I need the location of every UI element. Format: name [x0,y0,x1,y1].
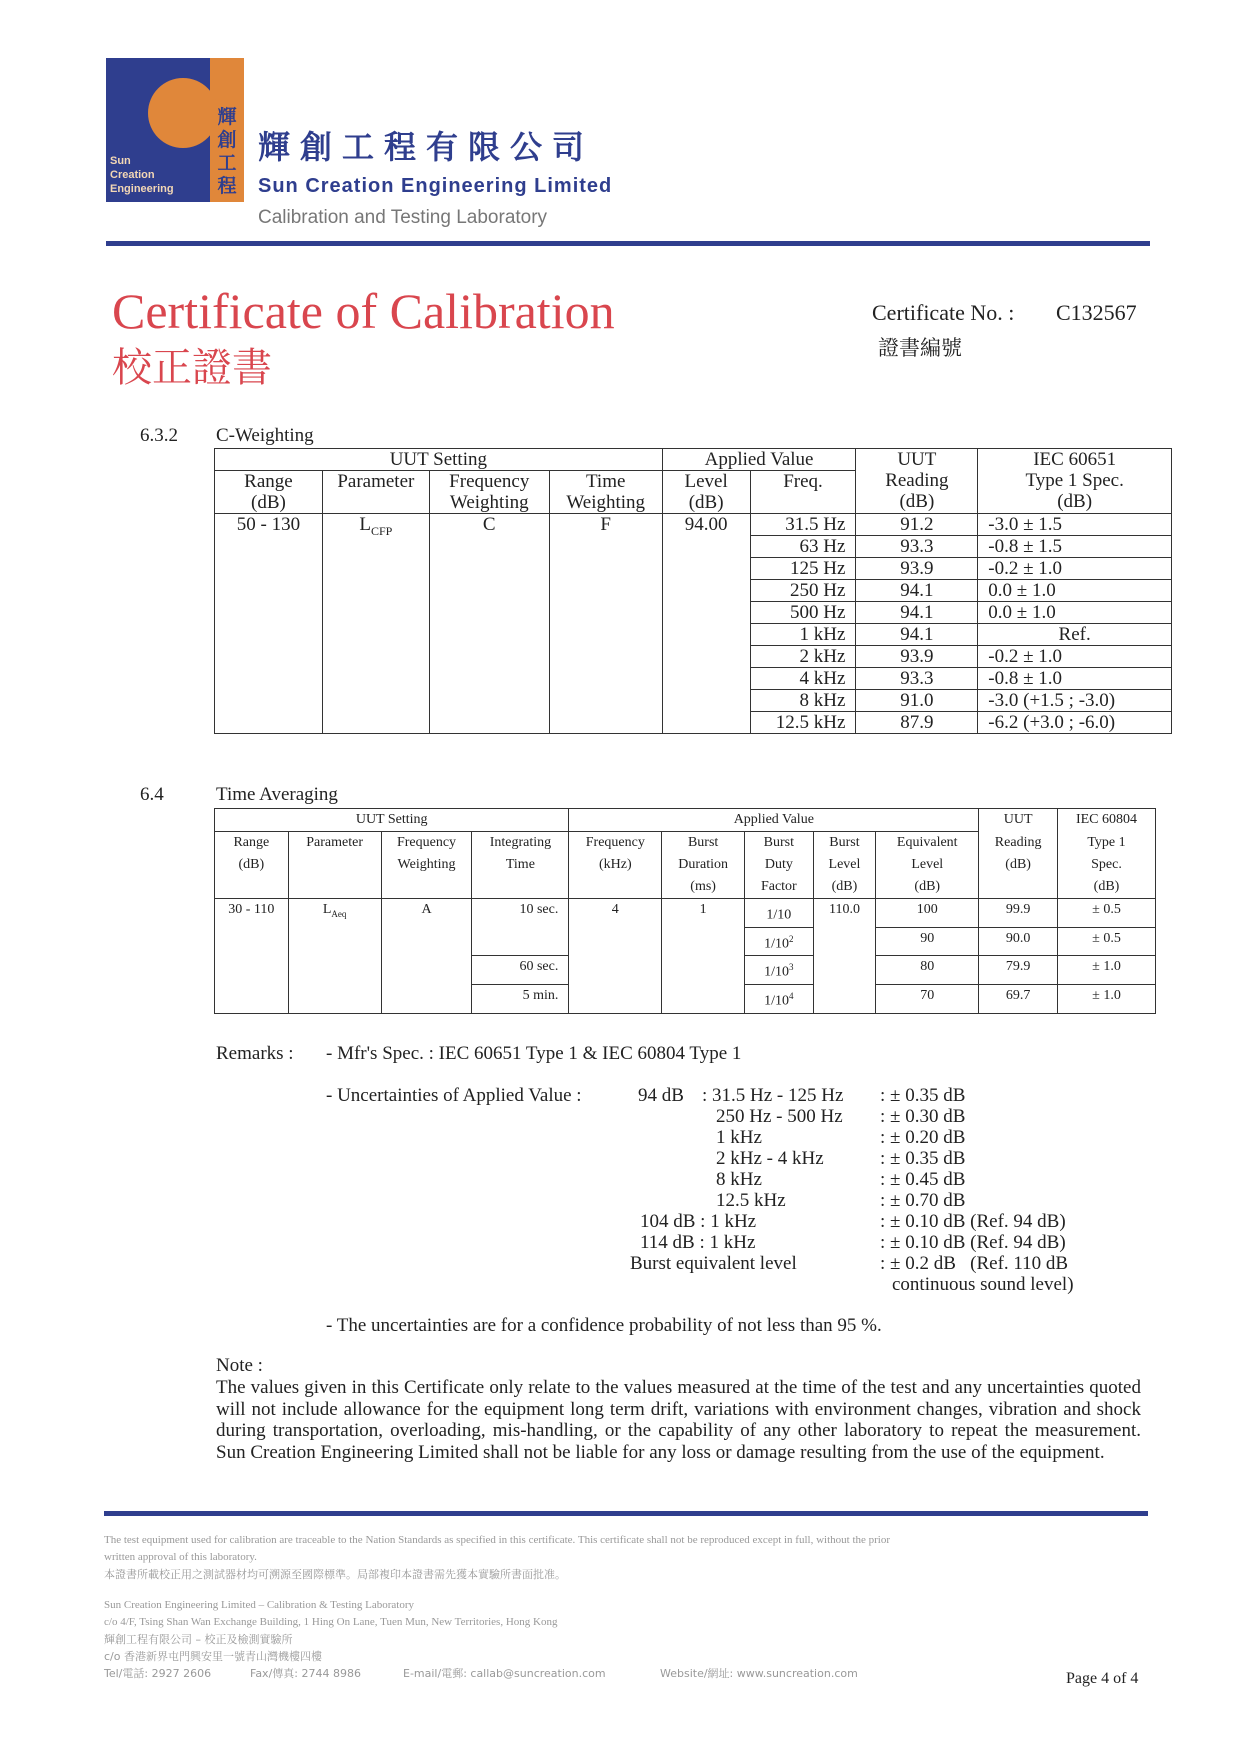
cell-reading: 79.9 [979,956,1058,985]
cell-spec: -6.2 (+3.0 ; -6.0) [978,712,1172,734]
cell-reading: 94.1 [856,624,978,646]
header-burst-duration: Burst Duration (ms) [662,832,745,899]
cell-integrating-time: 10 sec. [472,899,569,956]
cell-range: 50 - 130 [215,514,323,734]
header-uut-setting: UUT Setting [215,809,569,832]
cell-spec: -0.2 ± 1.0 [978,646,1172,668]
header-frequency-weighting: Frequency Weighting [429,471,549,514]
header-equivalent-level: Equivalent Level (dB) [876,832,979,899]
unc-114db-value: : ± 0.10 dB (Ref. 94 dB) [880,1232,1066,1253]
certificate-title-en: Certificate of Calibration [112,283,615,339]
unc-freq: 8 kHz [716,1169,762,1190]
section-number: 6.3.2 [140,425,178,446]
cell-equivalent-level: 100 [876,899,979,928]
header-burst-duty: Burst Duty Factor [745,832,814,899]
header-reading: Reading (dB) [979,832,1058,899]
header-uut-reading: UUT Reading (dB) [856,449,978,514]
cell-spec: ± 1.0 [1058,956,1156,985]
cell-time-weighting: F [549,514,662,734]
header-spec: Type 1 Spec. (dB) [1058,832,1156,899]
c-weighting-table [214,448,1172,734]
header-uut: UUT [979,809,1058,832]
footer-address: c/o 4/F, Tsing Shan Wan Exchange Building, 1 Hing On Lane, Tuen Mun, New Territories, Hong Kong [104,1616,558,1628]
cell-equivalent-level: 70 [876,984,979,1013]
unc-freq: 250 Hz - 500 Hz [716,1106,843,1127]
cell-burst-duty: $1/10^3$ [745,956,814,985]
unc-burst-value: : ± 0.2 dB (Ref. 110 dB [880,1253,1069,1274]
cell-spec: 0.0 ± 1.0 [978,580,1172,602]
section-title: C-Weighting [216,425,314,446]
footer-email: E-mail/電郵: callab@suncreation.com [403,1667,606,1680]
logo-sun-circle [148,78,218,148]
header-level: Level (dB) [662,471,750,514]
unc-freq: 1 kHz [716,1127,762,1148]
unc-freq: 12.5 kHz [716,1190,786,1211]
cell-spec: -0.2 ± 1.0 [978,558,1172,580]
header-parameter: Parameter [288,832,381,899]
header-range: Range (dB) [215,832,289,899]
note-text: The values given in this Certificate only relate to the values measured at the time of the test and any uncertainties quoted will not include allowance for the equipment long term drift, variations with environment changes, vibration and shock during transportation, overloading, mis-handling, or the capability of any other laboratory to repeat the measurement. Sun Creation Engineering Limited shall not be liable for any loss or damage resulting from the use of the equipment. [216,1377,1141,1463]
header-frequency: Frequency (kHz) [569,832,662,899]
cell-spec: Ref. [978,624,1172,646]
unc-burst-label: Burst equivalent level [630,1253,797,1274]
cell-freq: 31.5 Hz [750,514,856,536]
unc-value: : ± 0.45 dB [880,1169,966,1190]
header-iec-spec: IEC 60651 Type 1 Spec. (dB) [978,449,1172,514]
header-time-weighting: Time Weighting [549,471,662,514]
footer-address-cn: c/o 香港新界屯門興安里一號青山灣機樓四樓 [104,1650,322,1663]
unc-value: : ± 0.35 dB [880,1148,966,1169]
cell-spec: ± 0.5 [1058,899,1156,928]
cell-freq: 500 Hz [750,602,856,624]
cell-spec: -3.0 (+1.5 ; -3.0) [978,690,1172,712]
header-burst-level: Burst Level (dB) [813,832,876,899]
cell-reading: 93.9 [856,558,978,580]
cell-frequency-weighting: A [381,899,472,1014]
page-number: Page 4 of 4 [1066,1670,1139,1687]
footer-company: Sun Creation Engineering Limited – Calibration & Testing Laboratory [104,1599,415,1611]
certificate-no-label: Certificate No. : [872,300,1015,325]
footer-tel: Tel/電話: 2927 2606 [104,1667,212,1680]
logo-text-en: Sun Creation Engineering [110,155,174,195]
header-range: Range (dB) [215,471,323,514]
header-applied-value: Applied Value [569,809,979,832]
note-label: Note : [216,1355,263,1376]
cell-reading: 91.0 [856,690,978,712]
header-iec: IEC 60804 [1058,809,1156,832]
cell-equivalent-level: 80 [876,956,979,985]
unc-freq: 2 kHz - 4 kHz [716,1148,824,1169]
remarks-label: Remarks : [216,1043,294,1064]
cell-spec: ± 0.5 [1058,927,1156,956]
footer-fax: Fax/傳真: 2744 8986 [250,1667,361,1680]
certificate-no-value: C132567 [1056,300,1137,325]
cell-freq: 4 kHz [750,668,856,690]
cell-burst-duty: $1/10^2$ [745,927,814,956]
footer-divider [104,1511,1148,1516]
cell-reading: 99.9 [979,899,1058,928]
cell-burst-duty: $1/10^4$ [745,984,814,1013]
company-name-en: Sun Creation Engineering Limited [258,175,613,197]
lab-name: Calibration and Testing Laboratory [258,207,548,228]
unc-freq: : 31.5 Hz - 125 Hz [702,1085,844,1106]
table-row [215,514,1172,536]
unc-104db: 104 dB : 1 kHz [640,1211,757,1232]
section-title: Time Averaging [216,784,338,805]
header-applied-value: Applied Value [662,449,856,471]
cell-reading: 93.3 [856,668,978,690]
cell-spec: -3.0 ± 1.5 [978,514,1172,536]
header-parameter: Parameter [322,471,429,514]
header-divider [106,241,1150,246]
cell-burst-duty: 1/10 [745,899,814,928]
footer-website: Website/網址: www.suncreation.com [660,1667,858,1680]
cell-reading: 94.1 [856,602,978,624]
unc-burst-value-cont: continuous sound level) [892,1274,1074,1295]
cell-reading: 93.3 [856,536,978,558]
cell-spec: -0.8 ± 1.5 [978,536,1172,558]
cell-freq: 1 kHz [750,624,856,646]
cell-frequency: 4 [569,899,662,1014]
company-logo [106,58,244,202]
cell-range: 30 - 110 [215,899,289,1014]
remarks-uncertainty-label: - Uncertainties of Applied Value : [326,1085,582,1106]
certificate-no-label-cn: 證書編號 [878,336,962,360]
footer-traceability-cn: 本證書所載校正用之測試器材均可溯源至國際標準。局部複印本證書需先獲本實驗所書面批准。 [104,1568,566,1581]
cell-burst-duration: 1 [662,899,745,1014]
section-number: 6.4 [140,784,164,805]
unc-value: : ± 0.70 dB [880,1190,966,1211]
cell-spec: -0.8 ± 1.0 [978,668,1172,690]
footer-traceability: The test equipment used for calibration are traceable to the Nation Standards as specified in this certificate. This certificate shall not be reproduced except in full, without the prior [104,1534,891,1546]
cell-freq: 2 kHz [750,646,856,668]
time-averaging-table [214,808,1156,1014]
header-freq: Freq. [750,471,856,514]
footer-approval: written approval of this laboratory. [104,1551,257,1563]
cell-reading: 87.9 [856,712,978,734]
cell-level: 94.00 [662,514,750,734]
cell-integrating-time: 5 min. [472,984,569,1013]
cell-freq: 8 kHz [750,690,856,712]
cell-freq: 63 Hz [750,536,856,558]
cell-burst-level: 110.0 [813,899,876,1014]
confidence-statement: - The uncertainties are for a confidence probability of not less than 95 %. [326,1315,882,1336]
header-frequency-weighting: Frequency Weighting [381,832,472,899]
cell-reading: 93.9 [856,646,978,668]
cell-freq: 12.5 kHz [750,712,856,734]
cell-freq: 125 Hz [750,558,856,580]
cell-parameter: $L_{Aeq}$ [288,899,381,1014]
unc-104db-value: : ± 0.10 dB (Ref. 94 dB) [880,1211,1066,1232]
cell-parameter: $L_{CFP}$ [322,514,429,734]
remarks-mfr-spec: - Mfr's Spec. : IEC 60651 Type 1 & IEC 60804 Type 1 [326,1043,742,1064]
header-integrating-time: Integrating Time [472,832,569,899]
company-name-cn: 輝創工程有限公司 [258,128,595,166]
footer-company-cn: 輝創工程有限公司 – 校正及檢測實驗所 [104,1633,293,1646]
unc-value: : ± 0.30 dB [880,1106,966,1127]
cell-spec: 0.0 ± 1.0 [978,602,1172,624]
logo-text-cn: 輝 創 工 程 [217,106,237,197]
cell-reading: 69.7 [979,984,1058,1013]
cell-equivalent-level: 90 [876,927,979,956]
cell-reading: 90.0 [979,927,1058,956]
table-row [215,899,1156,928]
unc-level-94: 94 dB [638,1085,684,1106]
cell-reading: 91.2 [856,514,978,536]
unc-value: : ± 0.35 dB [880,1085,966,1106]
cell-integrating-time: 60 sec. [472,956,569,985]
unc-114db: 114 dB : 1 kHz [640,1232,756,1253]
cell-freq: 250 Hz [750,580,856,602]
unc-value: : ± 0.20 dB [880,1127,966,1148]
cell-spec: ± 1.0 [1058,984,1156,1013]
cell-frequency-weighting: C [429,514,549,734]
cell-reading: 94.1 [856,580,978,602]
certificate-title-cn: 校正證書 [112,345,272,391]
header-uut-setting: UUT Setting [215,449,663,471]
